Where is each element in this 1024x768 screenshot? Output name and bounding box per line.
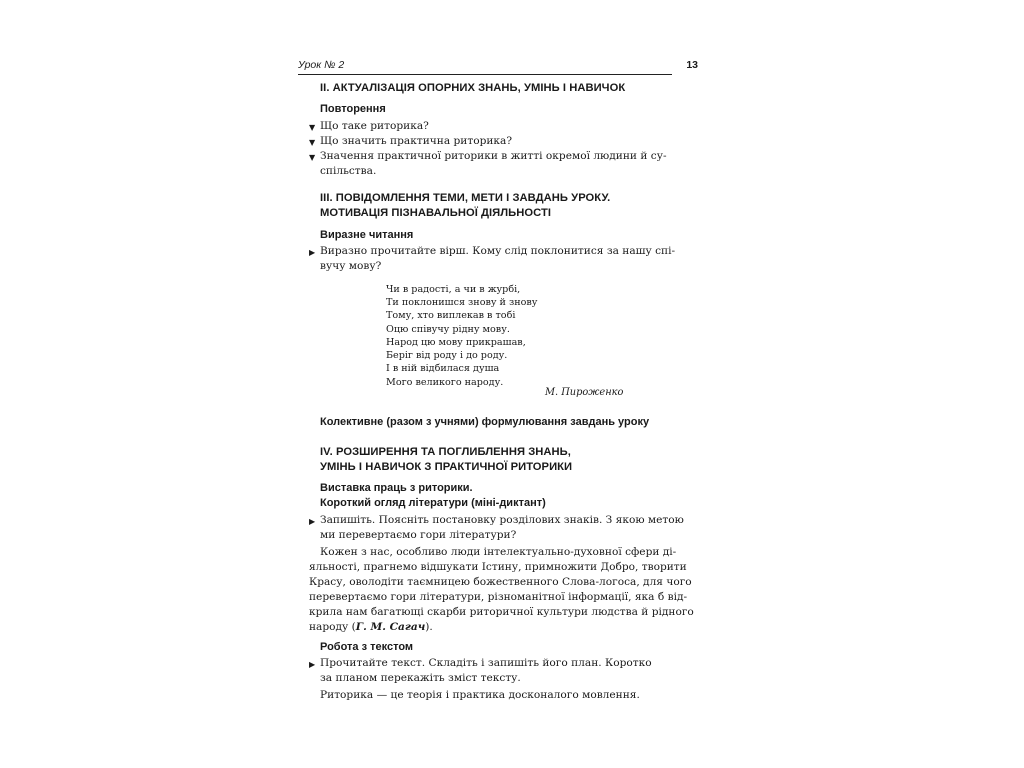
bullet-triangle-icon: ▼ (309, 123, 316, 132)
text-work-subheading: Робота з текстом (320, 641, 414, 653)
question-3: Значення практичної риторики в житті окремої людини й су- (320, 150, 667, 162)
lesson-label: Урок № 2 (298, 59, 345, 71)
reading-task-line-2: вучу мову? (320, 260, 382, 272)
section-4-title-line-1: IV. РОЗШИРЕННЯ ТА ПОГЛИБЛЕННЯ ЗНАНЬ, (320, 446, 571, 458)
bullet-triangle-icon: ▼ (309, 153, 316, 162)
poem-line: Ти поклонишся знову й знову (386, 297, 538, 308)
collective-heading: Колективне (разом з учнями) формулювання завдань уроку (320, 416, 650, 428)
paragraph-line: крила нам багатющі скарби риторичної культури людства й рідного (309, 606, 694, 618)
section-2-title: II. АКТУАЛІЗАЦІЯ ОПОРНИХ ЗНАНЬ, УМІНЬ І НАВИЧОК (320, 82, 626, 94)
question-3-cont: спільства. (320, 165, 377, 177)
poem-author: М. Пироженко (545, 387, 624, 398)
bullet-arrow-icon: ▶ (309, 248, 316, 257)
text-task-line-1: Прочитайте текст. Складіть і запишіть його план. Коротко (320, 657, 652, 669)
paragraph-text: ). (425, 621, 433, 633)
poem-line: Народ цю мову прикрашав, (386, 337, 526, 348)
section-3-title-line-1: III. ПОВІДОМЛЕННЯ ТЕМИ, МЕТИ І ЗАВДАНЬ УРОКУ. (320, 192, 611, 204)
paragraph-line: Кожен з нас, особливо люди інтелектуально-духовної сфери ді- (320, 546, 677, 558)
quote-author: Г. М. Сагач (355, 621, 426, 633)
question-1: Що таке риторика? (320, 120, 429, 132)
paragraph-line: перевертаємо гори літератури, різноманітної інформації, яка б від- (309, 591, 688, 603)
rhetoric-definition: Риторика — це теорія і практика досконалого мовлення. (320, 689, 640, 701)
text-task-line-2: за планом перекажіть зміст тексту. (320, 672, 521, 684)
dictation-task-line-1: Запишіть. Поясніть постановку розділових знаків. З якою метою (320, 514, 684, 526)
section-3-subheading: Виразне читання (320, 229, 414, 241)
paragraph-line: яльності, прагнемо відшукати Істину, примножити Добро, творити (309, 561, 687, 573)
paragraph-text: народу ( (309, 621, 356, 633)
section-4-title-line-2: УМІНЬ І НАВИЧОК З ПРАКТИЧНОЇ РИТОРИКИ (320, 461, 573, 473)
bullet-arrow-icon: ▶ (309, 660, 316, 669)
reading-task-line-1: Виразно прочитайте вірш. Кому слід поклонитися за нашу спі- (320, 245, 676, 257)
paragraph-line-last (309, 620, 433, 635)
poem-line: Беріг від роду і до роду. (386, 350, 508, 361)
bullet-triangle-icon: ▼ (309, 138, 316, 147)
poem-line: І в ній відбилася душа (386, 363, 500, 374)
paragraph-line: Красу, оволодіти таємницею божественного Слова-логоса, для чого (309, 576, 692, 588)
poem-line: Оцю співучу рідну мову. (386, 324, 510, 335)
section-2-subheading: Повторення (320, 103, 386, 115)
header-rule (298, 74, 672, 75)
dictation-task-line-2: ми перевертаємо гори літератури? (320, 529, 517, 541)
section-4-subheading-line-1: Виставка праць з риторики. (320, 482, 473, 494)
poem-line: Тому, хто виплекав в тобі (386, 310, 516, 321)
page-header (298, 59, 698, 75)
question-2: Що значить практична риторика? (320, 135, 513, 147)
poem-line: Чи в радості, а чи в журбі, (386, 284, 521, 295)
poem-line: Мого великого народу. (386, 377, 504, 388)
page-number: 13 (686, 59, 698, 71)
bullet-arrow-icon: ▶ (309, 517, 316, 526)
section-3-title-line-2: МОТИВАЦІЯ ПІЗНАВАЛЬНОЇ ДІЯЛЬНОСТІ (320, 207, 552, 219)
section-4-subheading-line-2: Короткий огляд літератури (міні-диктант) (320, 497, 546, 509)
